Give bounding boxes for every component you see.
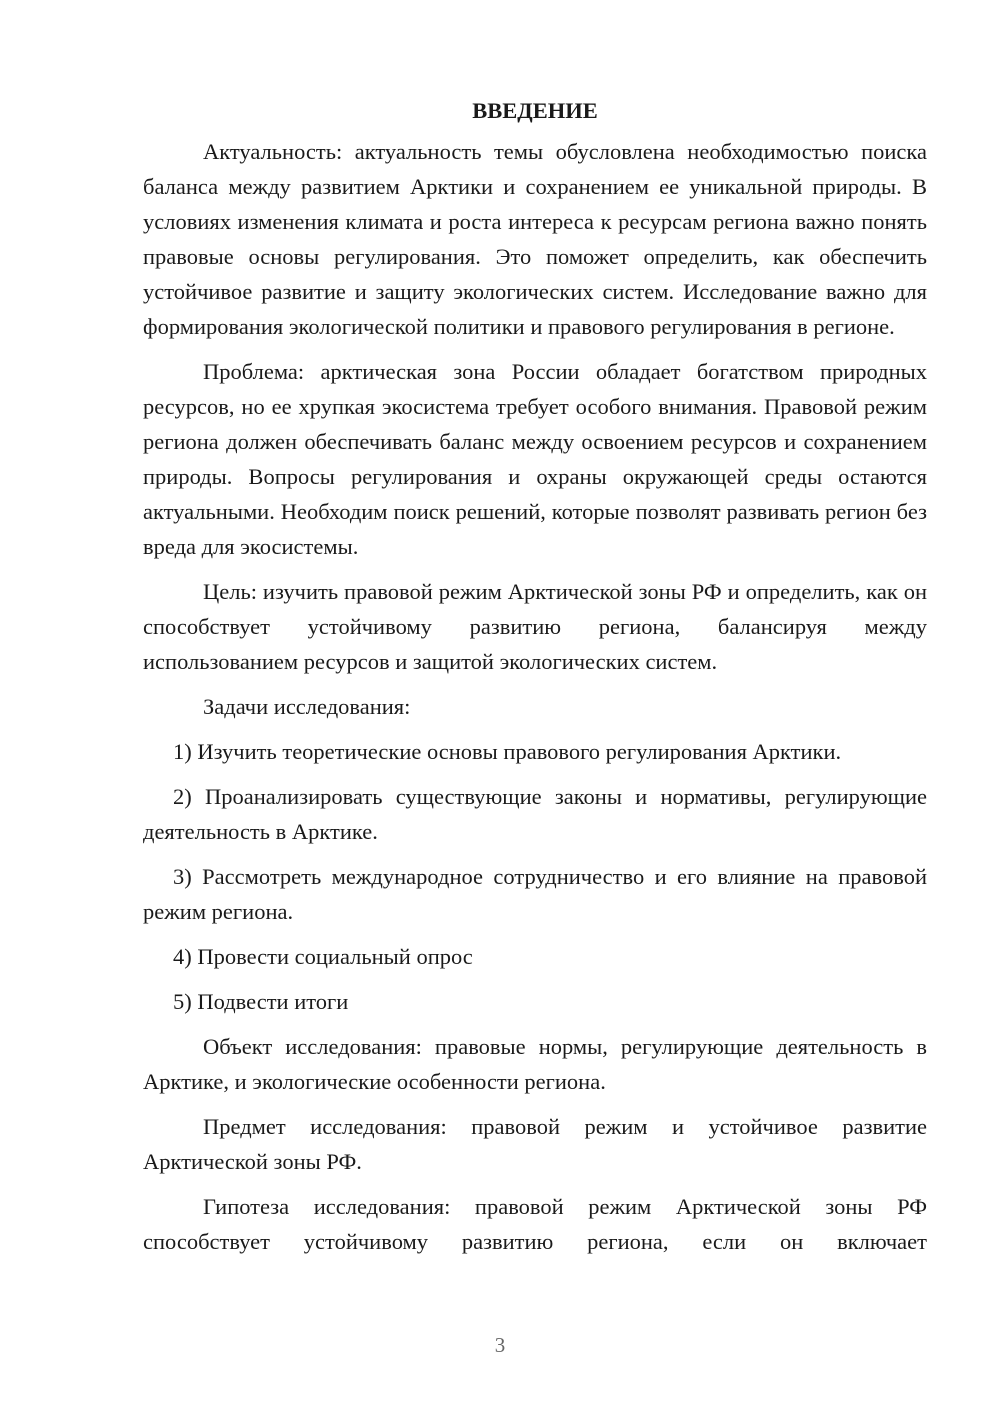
paragraph-object: Объект исследования: правовые нормы, регулирующие деятельность в Арктике, и экологические особенности региона. [143,1034,927,1094]
task-item-3: 3) Рассмотреть международное сотрудничество и его влияние на правовой режим региона. [143,864,927,924]
paragraph-problem: Проблема: арктическая зона России обладает богатством природных ресурсов, но ее хрупкая экосистема требует особого внимания. Правовой режим региона должен обеспечивать баланс между освоением ресурсов и сохранением природы. Вопросы регулирования и охраны окружающей среды остаются актуальными. Необходим поиск решений, которые позволят развивать регион без вреда для экосистемы. [143,359,927,559]
paragraph-relevance: Актуальность: актуальность темы обусловлена необходимостью поиска баланса между развитием Арктики и сохранением ее уникальной природы. В условиях изменения климата и роста интереса к ресурсам региона важно понять правовые основы регулирования. Это поможет определить, как обеспечить устойчивое развитие и защиту экологических систем. Исследование важно для формирования экологической политики и правового регулирования в регионе. [143,139,927,339]
paragraph-goal: Цель: изучить правовой режим Арктической зоны РФ и определить, как он способствует устойчивому развитию региона, балансируя между использованием ресурсов и защитой экологических систем. [143,579,927,674]
page-number: 3 [494,1333,506,1357]
task-item-2: 2) Проанализировать существующие законы и нормативы, регулирующие деятельность в Арктике. [143,784,927,844]
task-item-5: 5) Подвести итоги [173,989,349,1014]
tasks-heading: Задачи исследования: [203,694,411,719]
page-title: ВВЕДЕНИЕ [472,98,598,123]
paragraph-subject: Предмет исследования: правовой режим и устойчивое развитие Арктической зоны РФ. [143,1114,927,1174]
task-item-1: 1) Изучить теоретические основы правового регулирования Арктики. [173,739,842,764]
paragraph-hypothesis: Гипотеза исследования: правовой режим Арктической зоны РФ способствует устойчивому развитию региона, если он включает [143,1194,927,1254]
task-item-4: 4) Провести социальный опрос [173,944,473,969]
page-content [143,96,927,1269]
